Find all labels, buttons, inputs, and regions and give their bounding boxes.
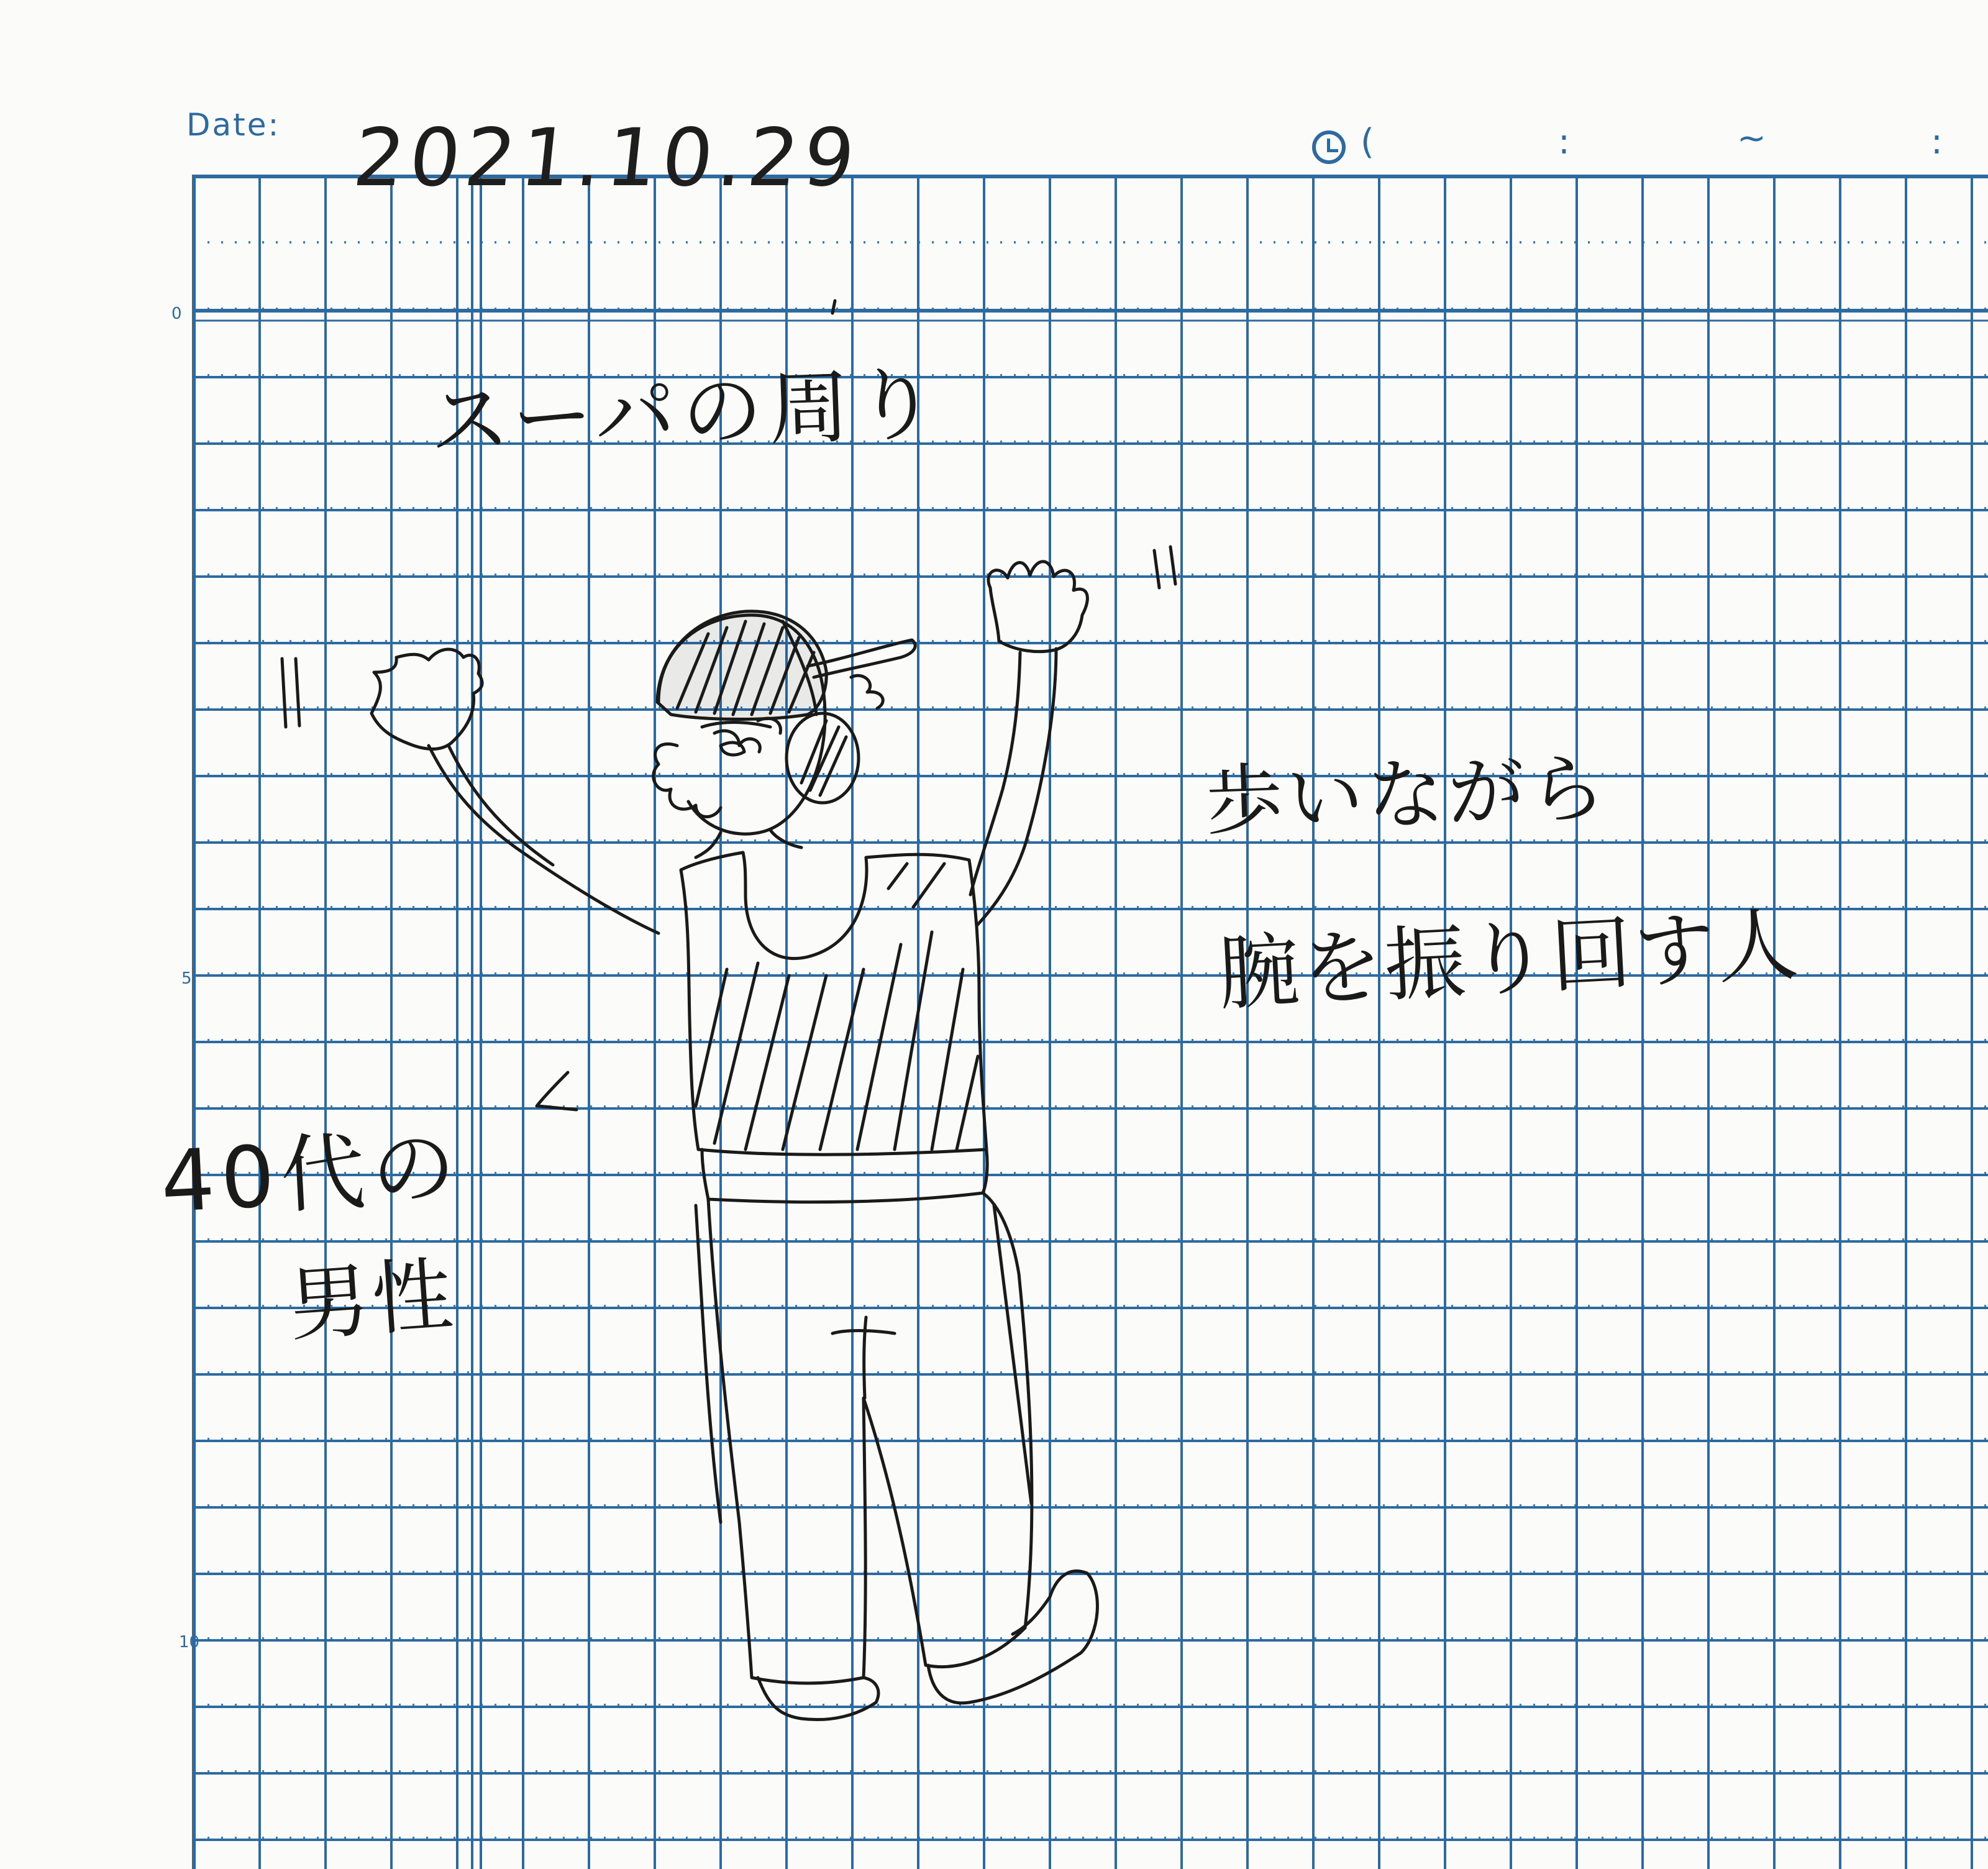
left-arm-under [449,746,553,865]
small-tick [832,301,835,313]
note-caption-line-2: 腕を振り回す人 [1216,897,1803,1022]
waistband [702,1149,987,1202]
tank-top [681,852,987,1154]
time-bracket: ( [1361,122,1374,162]
pants-outline-left [696,1205,721,1522]
note-title: スーパの周り [427,356,944,469]
row-number-10: 10 [179,1633,200,1652]
note-age-line-1: 40代の [158,1118,465,1232]
row-number-0: 0 [171,304,182,323]
right-hand [988,562,1087,652]
note-age-line-2: 男性 [285,1246,458,1353]
time-colon-end: : [1931,122,1943,162]
row-number-5: 5 [181,969,192,988]
arrow-icon [537,1072,577,1110]
note-caption-line-1: 歩いながら [1204,743,1611,848]
pants-fold [832,1317,895,1398]
date-value: 2021.10.29 [349,112,864,204]
right-arm-under [977,649,1056,926]
time-tilde: ~ [1737,118,1766,158]
right-arm [970,652,1020,895]
time-colon-start: : [1558,122,1570,162]
pants [708,1193,1032,1683]
date-label: Date: [186,107,281,143]
tank-hatching [696,864,978,1149]
left-hand [372,649,482,749]
